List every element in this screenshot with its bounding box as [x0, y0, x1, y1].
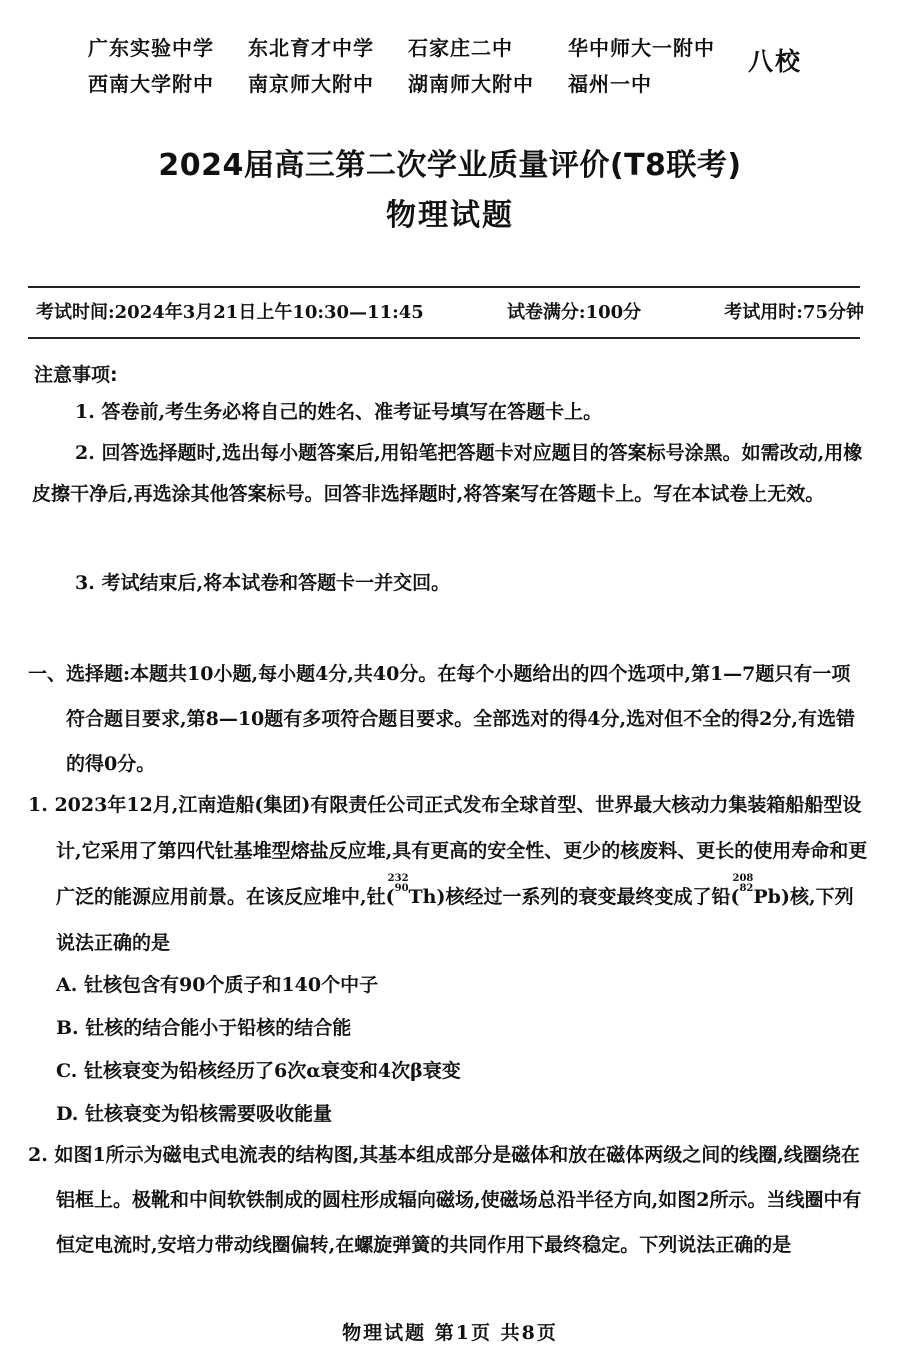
divider-bottom — [28, 337, 860, 339]
school-name: 西南大学附中 — [88, 71, 214, 96]
exam-full-score: 试卷满分:100分 — [506, 302, 642, 323]
question-1-text: )核经过一系列的衰变最终变成了铅( — [436, 886, 740, 908]
question-1-stem — [28, 782, 868, 966]
question-1-option-c: C. 钍核衰变为铅核经历了6次α衰变和4次β衰变 — [56, 1060, 461, 1082]
page-footer: 物理试题 第1页 共8页 — [342, 1322, 558, 1344]
isotope-numbers — [387, 873, 409, 894]
alliance-badge: 八校 — [748, 47, 803, 76]
isotope-atomic-number: 90 — [394, 883, 409, 894]
lead-isotope — [732, 873, 781, 908]
school-name: 南京师大附中 — [248, 71, 374, 96]
note-item: 2. 回答选择题时,选出每小题答案后,用铅笔把答题卡对应题目的答案标号涂黑。如需改动,用橡皮擦干净后,再选涂其他答案标号。回答非选择题时,将答案写在答题卡上。写在本试卷上无效。 — [32, 442, 863, 505]
school-name: 华中师大一附中 — [568, 35, 715, 60]
notes-heading: 注意事项: — [34, 364, 118, 386]
question-1-text: 1. 2023年12月,江南造船(集团)有限责任公司正式发布全球首型、世界最大核动力集装箱船船型设计,它采用了第四代钍基堆型熔盐反应堆,具有更高的安全性、更少的核废料、更长的使用寿命和更广泛的能源应用前景。在该反应堆中,钍( — [28, 794, 868, 908]
school-name: 石家庄二中 — [408, 35, 513, 60]
thorium-isotope — [387, 873, 437, 908]
note-item: 1. 答卷前,考生务必将自己的姓名、准考证号填写在答题卡上。 — [75, 401, 603, 423]
section-heading: 一、选择题:本题共10小题,每小题4分,共40分。在每个小题给出的四个选项中,第1—7题只有一项符合题目要求,第8—10题有多项符合题目要求。全部选对的得4分,选对但不全的得2分,有选错的得0分。 — [28, 663, 855, 775]
exam-info — [36, 298, 864, 324]
note-item: 3. 考试结束后,将本试卷和答题卡一并交回。 — [75, 572, 451, 594]
school-list — [88, 28, 728, 100]
question-2-stem: 2. 如图1所示为磁电式电流表的结构图,其基本组成部分是磁体和放在磁体两级之间的线圈,线圈绕在铝框上。极靴和中间软铁制成的圆柱形成辐向磁场,使磁场总沿半径方向,如图2所示。当线圈中有恒定电流时,安培力带动线圈偏转,在螺旋弹簧的共同作用下最终稳定。下列说法正确的是 — [28, 1144, 862, 1256]
question-1-text: )核,下列说法正确的是 — [56, 886, 854, 954]
isotope-symbol: Pb — [753, 886, 781, 908]
question-1-option-d: D. 钍核衰变为铅核需要吸收能量 — [56, 1103, 333, 1125]
question-1-option-a: A. 钍核包含有90个质子和140个中子 — [56, 974, 379, 996]
isotope-atomic-number: 82 — [739, 883, 754, 894]
exam-time: 考试时间:2024年3月21日上午10:30—11:45 — [36, 302, 424, 323]
exam-title: 2024届高三第二次学业质量评价(T8联考) — [158, 148, 742, 183]
school-name: 东北育才中学 — [248, 35, 374, 60]
exam-subject: 物理试题 — [386, 198, 514, 233]
exam-duration: 考试用时:75分钟 — [724, 302, 864, 323]
isotope-mass-number: 232 — [387, 873, 409, 884]
school-row — [88, 64, 728, 100]
isotope-numbers — [732, 873, 754, 894]
divider-top — [28, 286, 860, 288]
question-1-option-b: B. 钍核的结合能小于铅核的结合能 — [56, 1017, 352, 1039]
school-name: 广东实验中学 — [88, 35, 214, 60]
school-name: 湖南师大附中 — [408, 71, 534, 96]
school-row — [88, 28, 728, 64]
isotope-symbol: Th — [408, 886, 437, 908]
isotope-mass-number: 208 — [732, 873, 754, 884]
school-name: 福州一中 — [568, 71, 652, 96]
